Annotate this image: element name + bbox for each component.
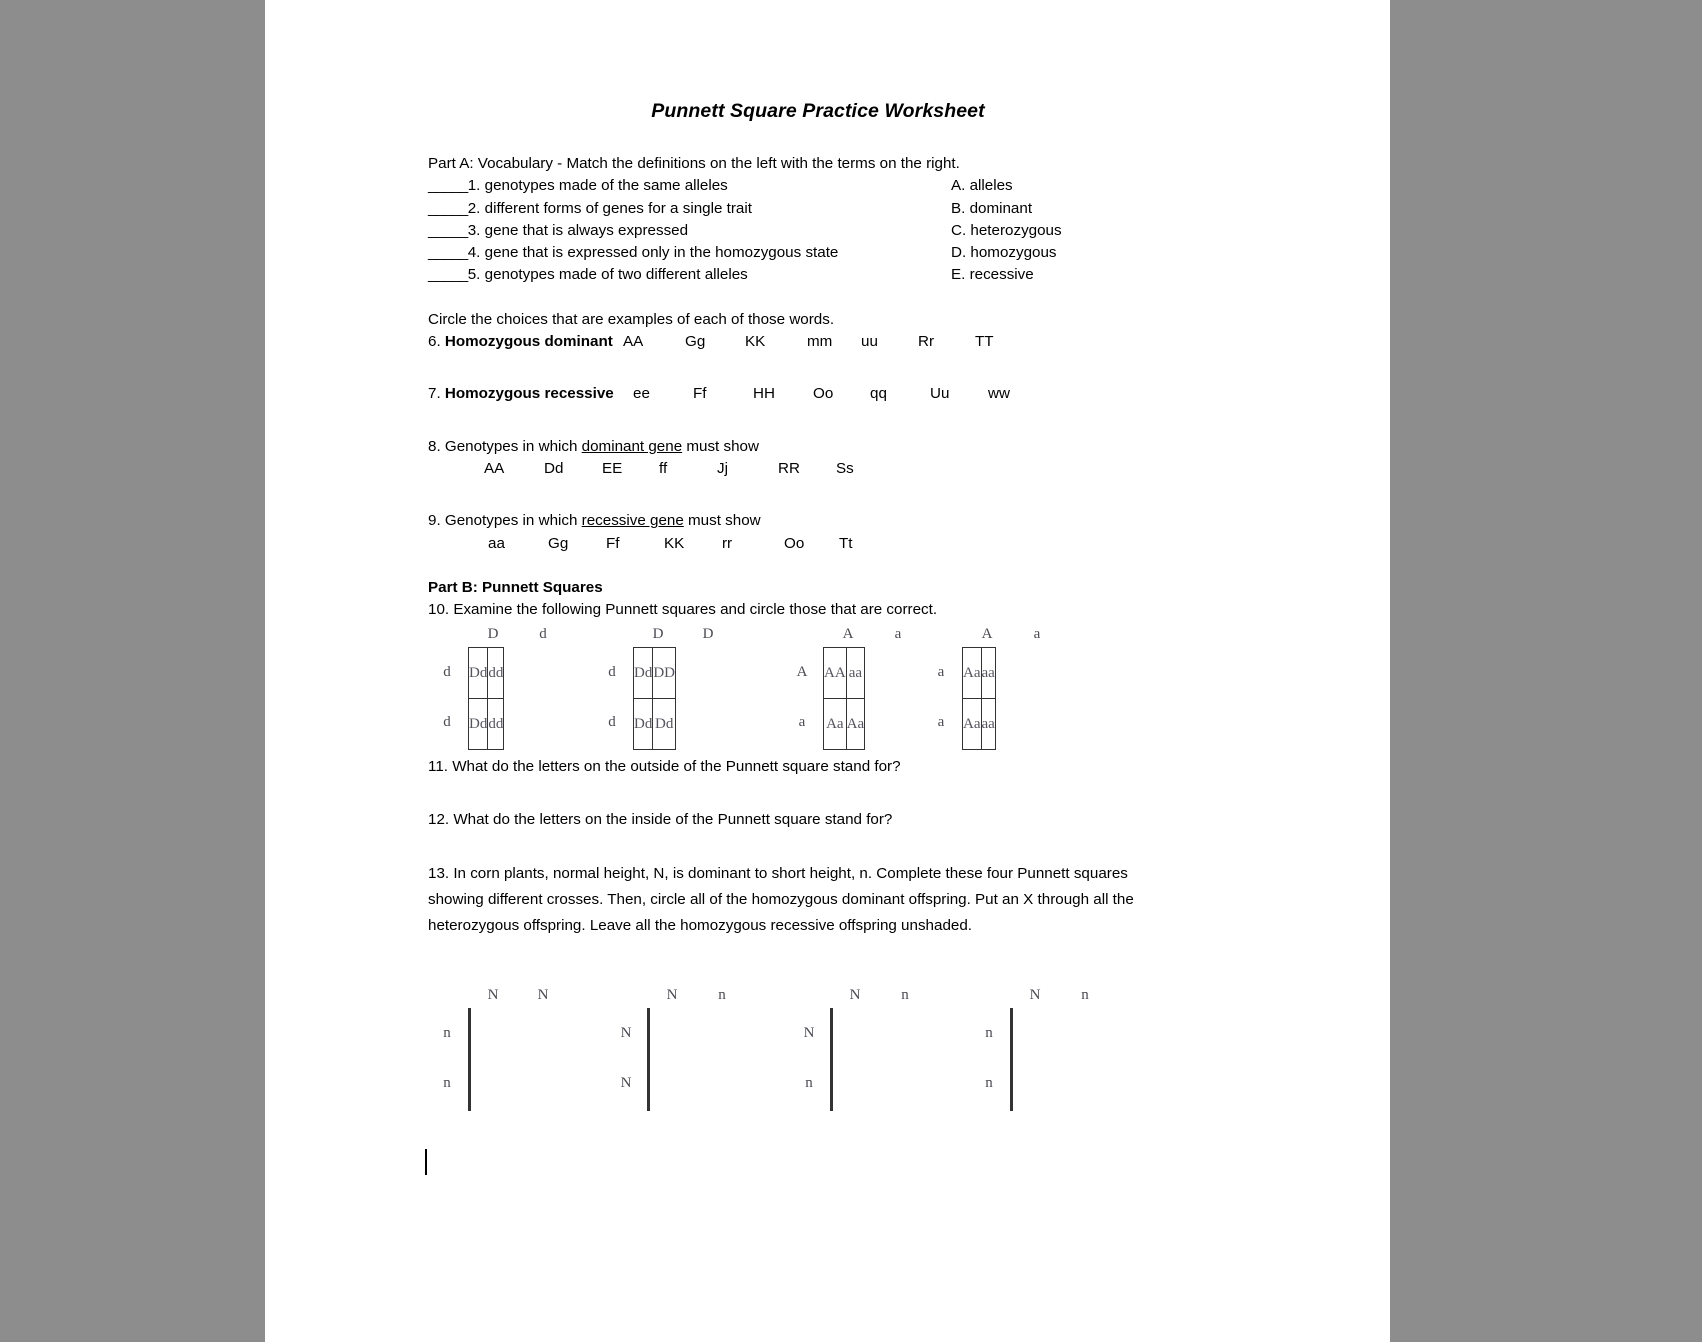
- option-q8-6[interactable]: RR: [778, 459, 800, 477]
- punnett-cell-empty[interactable]: [832, 1060, 833, 1111]
- definition-text-2: 2. different forms of genes for a single trait: [467, 199, 752, 217]
- punnett-side-label: a: [937, 664, 945, 681]
- page-title: Punnett Square Practice Worksheet: [651, 100, 985, 122]
- option-q9-7[interactable]: Tt: [839, 534, 853, 552]
- option-q8-7[interactable]: Ss: [836, 459, 854, 477]
- punnett-top-labels: [633, 626, 733, 643]
- part-a-heading: Part A: Vocabulary - Match the definitions on the left with the terms on the right.: [428, 155, 960, 172]
- answer-blank-2[interactable]: _____: [428, 199, 468, 217]
- punnett-row: [648, 1009, 650, 1060]
- punnett-top-label: n: [1081, 987, 1089, 1004]
- punnett-top-label: N: [849, 987, 861, 1004]
- option-q9-6[interactable]: Oo: [784, 534, 805, 552]
- question-7: [428, 383, 1208, 405]
- punnett-row: [469, 699, 504, 750]
- option-q7-6[interactable]: Uu: [930, 385, 950, 403]
- punnett-cell-empty[interactable]: [470, 1060, 471, 1111]
- punnett-cell-empty[interactable]: [649, 1060, 650, 1111]
- punnett-row: [831, 1009, 833, 1060]
- right-margin-gutter: [1390, 0, 1702, 1342]
- question-6-label: Homozygous dominant: [444, 333, 613, 351]
- punnett-cell[interactable]: Dd: [634, 699, 653, 750]
- punnett-side-label: n: [805, 1075, 813, 1092]
- punnett-row: [469, 1060, 471, 1111]
- punnett-grid: [633, 647, 676, 750]
- match-item-3: [428, 220, 1208, 242]
- punnett-side-labels: [434, 1008, 460, 1108]
- question-9-prompt: [428, 510, 1208, 532]
- match-item-2: [428, 198, 1208, 220]
- punnett-row: [1011, 1060, 1013, 1111]
- question-9-options: [428, 533, 1208, 555]
- text-cursor: [425, 1149, 427, 1175]
- punnett-cell[interactable]: aa: [846, 648, 865, 699]
- punnett-cell-empty[interactable]: [1012, 1060, 1013, 1111]
- punnett-side-labels: [434, 647, 460, 747]
- option-q6-1[interactable]: AA: [623, 333, 644, 351]
- term-e: E. recessive: [951, 266, 1034, 284]
- definition-text-1: 1. genotypes made of the same alleles: [467, 177, 728, 195]
- punnett-cell[interactable]: DD: [653, 648, 676, 699]
- option-q6-7[interactable]: TT: [975, 333, 994, 351]
- option-q8-2[interactable]: Dd: [544, 459, 564, 477]
- punnett-side-labels: [976, 1008, 1002, 1108]
- option-q7-4[interactable]: Oo: [813, 385, 834, 403]
- option-q9-2[interactable]: Gg: [548, 534, 569, 552]
- punnett-cell[interactable]: aa: [981, 699, 995, 750]
- punnett-side-label: d: [608, 714, 616, 731]
- punnett-top-labels: [1010, 987, 1110, 1004]
- punnett-cell[interactable]: Aa: [824, 699, 847, 750]
- punnett-row: [824, 648, 865, 699]
- punnett-side-labels: [613, 1008, 639, 1108]
- answer-blank-4[interactable]: _____: [428, 244, 468, 262]
- punnett-row: [648, 1060, 650, 1111]
- punnett-top-label: A: [981, 626, 993, 643]
- punnett-top-label: D: [487, 626, 499, 643]
- punnett-top-label: d: [539, 626, 547, 643]
- question-8-number: 8. Genotypes in which: [428, 437, 582, 455]
- option-q8-3[interactable]: EE: [602, 459, 623, 477]
- option-q6-5[interactable]: uu: [861, 333, 878, 351]
- punnett-side-label: d: [608, 664, 616, 681]
- punnett-top-label: N: [666, 987, 678, 1004]
- punnett-side-labels: [599, 647, 625, 747]
- term-a: A. alleles: [951, 177, 1013, 195]
- punnett-top-labels: [830, 987, 930, 1004]
- question-13-line-1: 13. In corn plants, normal height, N, is dominant to short height, n. Complete these four Punnett squares: [428, 865, 1128, 883]
- punnett-side-label: n: [985, 1075, 993, 1092]
- option-q6-3[interactable]: KK: [745, 333, 766, 351]
- punnett-cell-empty[interactable]: [1012, 1009, 1013, 1060]
- question-7-number: 7.: [428, 385, 441, 403]
- punnett-cell-empty[interactable]: [649, 1009, 650, 1060]
- question-12-prompt: 12. What do the letters on the inside of the Punnett square stand for?: [428, 810, 893, 828]
- punnett-side-label: n: [985, 1025, 993, 1042]
- question-9-underlined: recessive gene: [581, 512, 684, 530]
- punnett-side-label: a: [798, 714, 806, 731]
- answer-blank-3[interactable]: _____: [428, 221, 468, 239]
- punnett-grid: [962, 647, 996, 750]
- option-q8-4[interactable]: ff: [659, 459, 668, 477]
- definition-text-3: 3. gene that is always expressed: [467, 221, 689, 239]
- punnett-cell[interactable]: aa: [981, 648, 995, 699]
- question-8-suffix: must show: [682, 437, 759, 455]
- question-8-options: [428, 458, 1208, 480]
- punnett-grid: [647, 1008, 650, 1111]
- punnett-cell-empty[interactable]: [832, 1009, 833, 1060]
- punnett-squares-q10: [428, 626, 1208, 751]
- punnett-grid: [468, 647, 504, 750]
- question-6-options: [623, 331, 1025, 353]
- punnett-cell[interactable]: dd: [488, 699, 504, 750]
- term-c: C. heterozygous: [951, 221, 1062, 239]
- definition-text-4: 4. gene that is expressed only in the homozygous state: [467, 244, 839, 262]
- answer-blank-1[interactable]: _____: [428, 177, 468, 195]
- question-13-line-2: showing different crosses. Then, circle all of the homozygous dominant offspring. Put an X through all the: [428, 891, 1134, 909]
- option-q7-7[interactable]: ww: [988, 385, 1010, 403]
- question-7-label: Homozygous recessive: [444, 385, 614, 403]
- question-8-prompt: [428, 436, 1208, 458]
- punnett-top-label: N: [537, 987, 549, 1004]
- punnett-top-label: n: [901, 987, 909, 1004]
- punnett-cell[interactable]: Aa: [963, 648, 982, 699]
- punnett-top-label: D: [652, 626, 664, 643]
- punnett-top-labels: [823, 626, 923, 643]
- punnett-side-label: N: [620, 1075, 632, 1092]
- punnett-top-label: N: [1029, 987, 1041, 1004]
- punnett-side-label: N: [803, 1025, 815, 1042]
- punnett-top-label: N: [487, 987, 499, 1004]
- punnett-top-labels: [468, 626, 568, 643]
- question-11-prompt: 11. What do the letters on the outside of the Punnett square stand for?: [428, 758, 901, 776]
- question-13-line-3: heterozygous offspring. Leave all the homozygous recessive offspring unshaded.: [428, 917, 972, 935]
- punnett-side-label: A: [796, 664, 808, 681]
- punnett-side-label: n: [443, 1075, 451, 1092]
- punnett-row: [963, 699, 996, 750]
- punnett-cell[interactable]: Dd: [653, 699, 676, 750]
- term-b: B. dominant: [951, 199, 1033, 217]
- document-page: [265, 0, 1390, 1342]
- punnett-squares-q13: [428, 987, 1208, 1112]
- option-q7-3[interactable]: HH: [753, 385, 775, 403]
- punnett-row: [963, 648, 996, 699]
- option-q6-6[interactable]: Rr: [918, 333, 935, 351]
- punnett-grid: [468, 1008, 471, 1111]
- punnett-side-label: a: [937, 714, 945, 731]
- term-d: D. homozygous: [951, 244, 1057, 262]
- punnett-top-label: A: [842, 626, 854, 643]
- definition-text-5: 5. genotypes made of two different alleles: [467, 266, 748, 284]
- punnett-grid: [1010, 1008, 1013, 1111]
- punnett-row: [634, 648, 676, 699]
- answer-blank-5[interactable]: _____: [428, 266, 468, 284]
- punnett-cell[interactable]: AA: [824, 648, 847, 699]
- question-6-number: 6.: [428, 333, 441, 351]
- option-q6-4[interactable]: mm: [807, 333, 833, 351]
- circle-instruction: Circle the choices that are examples of each of those words.: [428, 310, 835, 328]
- punnett-cell[interactable]: Dd: [634, 648, 653, 699]
- part-b-heading: Part B: Punnett Squares: [428, 578, 603, 596]
- punnett-top-label: a: [1033, 626, 1041, 643]
- punnett-top-label: a: [894, 626, 902, 643]
- option-q6-2[interactable]: Gg: [685, 333, 706, 351]
- option-q7-1[interactable]: ee: [633, 385, 650, 403]
- punnett-top-label: n: [718, 987, 726, 1004]
- punnett-row: [469, 1009, 471, 1060]
- punnett-row: [824, 699, 865, 750]
- question-7-options: [623, 383, 1038, 405]
- left-margin-gutter: [0, 0, 265, 1342]
- punnett-side-label: d: [443, 664, 451, 681]
- punnett-cell[interactable]: Aa: [846, 699, 865, 750]
- question-10-prompt: 10. Examine the following Punnett squares and circle those that are correct.: [428, 601, 938, 619]
- punnett-grid: [830, 1008, 833, 1111]
- option-q8-5[interactable]: Jj: [717, 459, 728, 477]
- punnett-cell[interactable]: Dd: [469, 648, 488, 699]
- punnett-cell[interactable]: dd: [488, 648, 504, 699]
- option-q9-4[interactable]: KK: [664, 534, 685, 552]
- option-q9-3[interactable]: Ff: [606, 534, 620, 552]
- question-9-number: 9. Genotypes in which: [428, 512, 582, 530]
- question-8-underlined: dominant gene: [581, 437, 683, 455]
- punnett-row: [831, 1060, 833, 1111]
- punnett-side-labels: [789, 647, 815, 747]
- question-9-suffix: must show: [683, 512, 761, 530]
- punnett-top-label: D: [702, 626, 714, 643]
- punnett-top-labels: [468, 987, 568, 1004]
- punnett-row: [1011, 1009, 1013, 1060]
- punnett-side-labels: [796, 1008, 822, 1108]
- punnett-side-label: d: [443, 714, 451, 731]
- punnett-top-labels: [647, 987, 747, 1004]
- question-6: [428, 331, 1208, 353]
- match-item-1: [428, 175, 1208, 197]
- punnett-cell[interactable]: Dd: [469, 699, 488, 750]
- punnett-cell[interactable]: Aa: [963, 699, 982, 750]
- option-q7-5[interactable]: qq: [870, 385, 887, 403]
- worksheet-content: [428, 100, 1208, 1112]
- punnett-side-label: N: [620, 1025, 632, 1042]
- punnett-side-label: n: [443, 1025, 451, 1042]
- option-q9-1[interactable]: aa: [488, 534, 505, 552]
- option-q7-2[interactable]: Ff: [693, 385, 707, 403]
- punnett-grid: [823, 647, 865, 750]
- match-item-4: [428, 242, 1208, 264]
- option-q9-5[interactable]: rr: [722, 534, 733, 552]
- punnett-row: [634, 699, 676, 750]
- punnett-side-labels: [928, 647, 954, 747]
- match-item-5: [428, 264, 1208, 286]
- punnett-top-labels: [962, 626, 1062, 643]
- punnett-row: [469, 648, 504, 699]
- option-q8-1[interactable]: AA: [484, 459, 505, 477]
- punnett-cell-empty[interactable]: [470, 1009, 471, 1060]
